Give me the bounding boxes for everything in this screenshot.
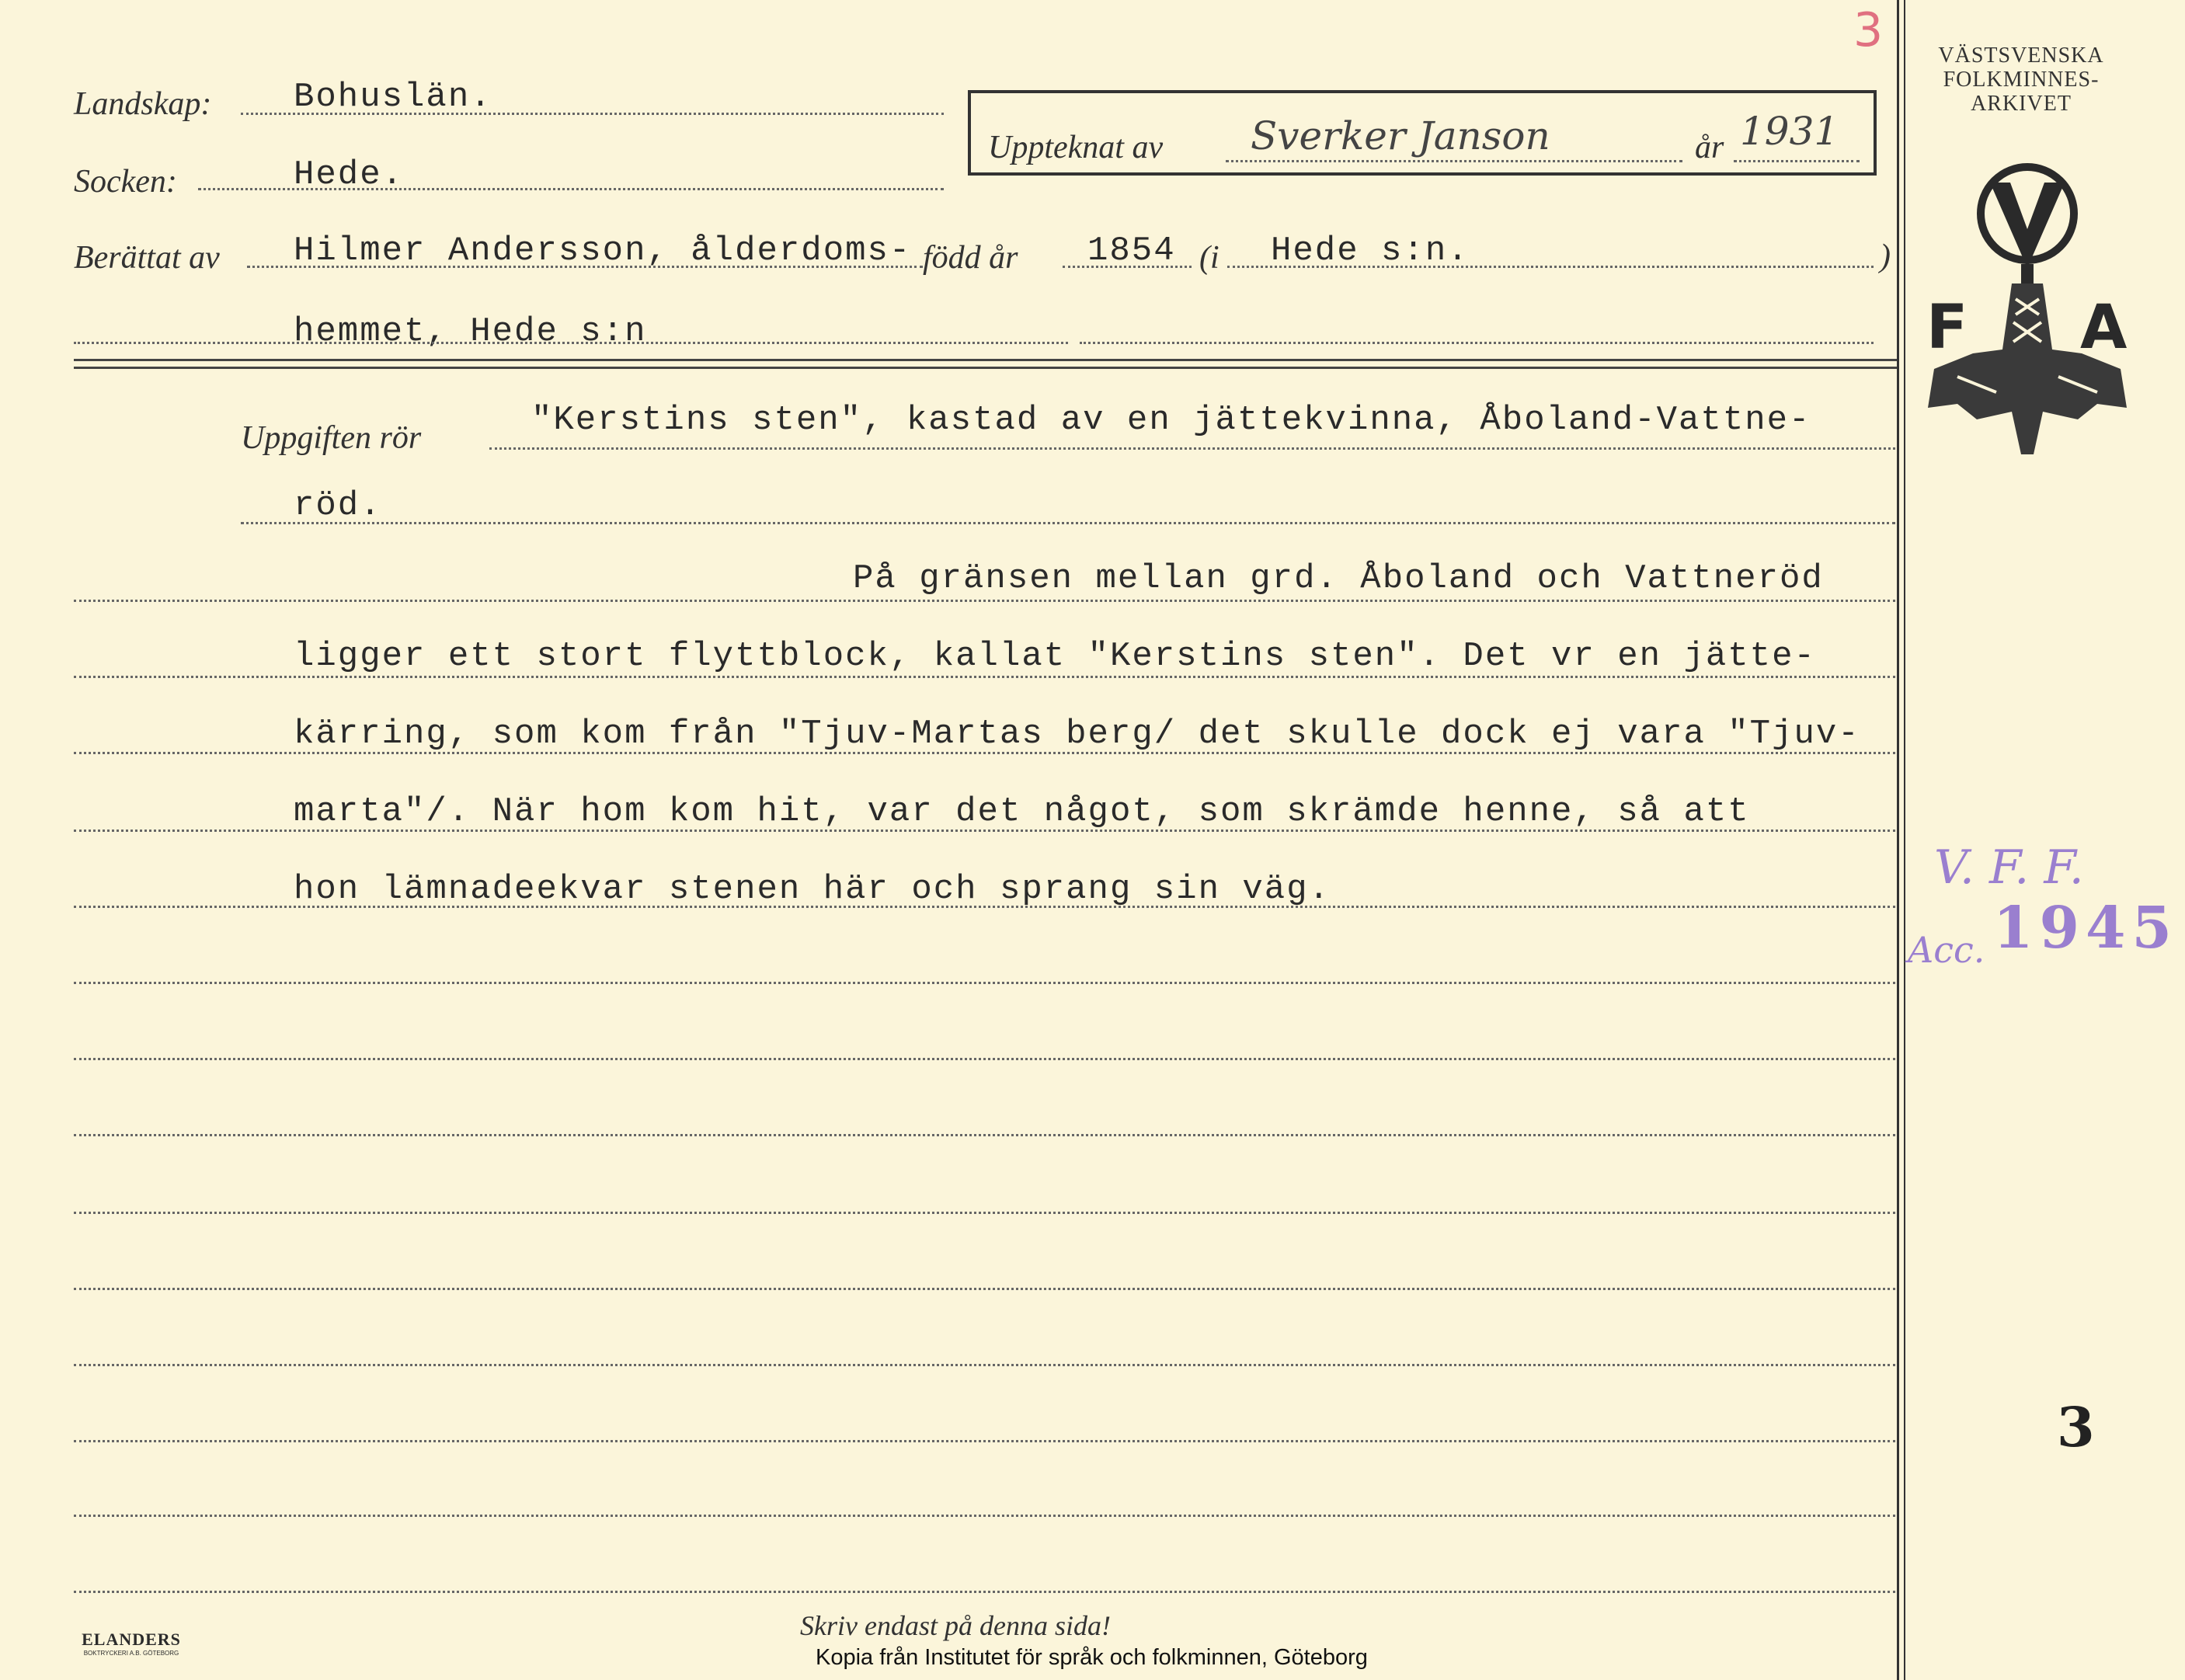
berattat-value: Hilmer Andersson, ålderdoms- — [294, 231, 912, 270]
archive-line-1: VÄSTSVENSKA — [1938, 43, 2104, 68]
archive-logo — [1926, 159, 2128, 462]
right-column-rule-inner — [1904, 0, 1905, 1680]
uppt-value: Sverker Janson — [1251, 113, 1550, 158]
ruled-line-10 — [74, 1288, 1895, 1290]
uppt-label: Uppteknat av — [988, 130, 1164, 165]
archive-line-2: FOLKMINNES- — [1943, 68, 2100, 92]
landskap-line — [241, 113, 944, 115]
body-line-5: hon lämnadeekvar stenen här och sprang sin väg. — [294, 870, 1331, 909]
body-line-2: ligger ett stort flyttblock, kallat "Kerstins sten". Det vr en jätte- — [294, 637, 1816, 676]
socken-value: Hede. — [294, 155, 405, 194]
archive-name — [1912, 43, 2130, 116]
ruled-line-2 — [74, 676, 1895, 678]
i-value: Hede s:n. — [1271, 231, 1470, 270]
berattat-value-2: hemmet, Hede s:n — [294, 312, 647, 351]
archive-line-3: ARKIVET — [1971, 92, 2072, 116]
i-line — [1227, 266, 1874, 268]
subject-line-2: röd. — [294, 486, 382, 525]
body-line-4: marta"/. När hom kom hit, var det något, som skrämde henne, så att — [294, 792, 1750, 831]
berattat-line-2b — [1080, 342, 1874, 344]
landskap-label: Landskap: — [74, 86, 212, 122]
i-label: (i — [1199, 240, 1219, 276]
footer-instruction: Skriv endast på denna sida! — [800, 1610, 1111, 1641]
subject-line-rule-2 — [241, 522, 1895, 524]
socken-label: Socken: — [74, 164, 177, 200]
printer-mark — [65, 1630, 197, 1657]
copy-note: Kopia från Institutet för språk och folkminnen, Göteborg — [816, 1645, 1368, 1670]
printer-name: ELANDERS — [82, 1630, 181, 1649]
logo-letter-f: F — [1926, 293, 1968, 363]
fodd-line — [1063, 266, 1192, 268]
ar-line — [1734, 160, 1860, 162]
ruled-line-1 — [74, 600, 1895, 602]
berattat-line-2a — [74, 342, 1068, 344]
body-line-3: kärring, som kom från "Tjuv-Martas berg/ det skulle dock ej vara "Tjuv- — [294, 715, 1860, 753]
body-line-1: På gränsen mellan grd. Åboland och Vattneröd — [853, 559, 1824, 598]
close-paren: ) — [1880, 238, 1891, 274]
header-rule-2 — [74, 367, 1897, 369]
page-number-bottom: 3 — [2057, 1395, 2095, 1459]
subject-line-1: "Kerstins sten", kastad av en jättekvinna, Åboland-Vattne- — [531, 401, 1811, 440]
subject-label: Uppgiften rör — [241, 420, 422, 456]
ruled-line-7 — [74, 1058, 1895, 1060]
vff-stamp-number: 1945 — [1993, 895, 2178, 962]
ruled-line-4 — [74, 830, 1895, 832]
logo-letter-a: A — [2080, 293, 2128, 363]
ruled-line-8 — [74, 1134, 1895, 1136]
ruled-line-3 — [74, 752, 1895, 754]
socken-line — [198, 188, 944, 190]
fodd-value: 1854 — [1087, 231, 1176, 270]
fodd-label: född år — [923, 240, 1018, 276]
uppt-line — [1226, 160, 1682, 162]
ruled-line-6 — [74, 982, 1895, 984]
header-rule-1 — [74, 359, 1897, 361]
berattat-line — [247, 266, 923, 268]
berattat-label: Berättat av — [74, 240, 220, 276]
ruled-line-11 — [74, 1364, 1895, 1366]
printer-sub: BOKTRYCKERI A.B. GÖTEBORG — [83, 1650, 179, 1657]
ruled-line-9 — [74, 1212, 1895, 1214]
vff-stamp-acc: Acc. — [1908, 929, 1985, 971]
ruled-line-14 — [74, 1591, 1895, 1593]
ar-value: 1931 — [1740, 109, 1839, 154]
right-column-rule — [1897, 0, 1899, 1680]
subject-line-rule-1 — [489, 447, 1895, 450]
ar-label: år — [1695, 130, 1724, 165]
page-number-top: 3 — [1853, 3, 1884, 57]
ruled-line-13 — [74, 1515, 1895, 1517]
ruled-line-12 — [74, 1440, 1895, 1442]
vff-stamp-line-1: V. F. F. — [1934, 840, 2084, 895]
landskap-value: Bohuslän. — [294, 78, 492, 117]
ruled-line-5 — [74, 906, 1895, 908]
